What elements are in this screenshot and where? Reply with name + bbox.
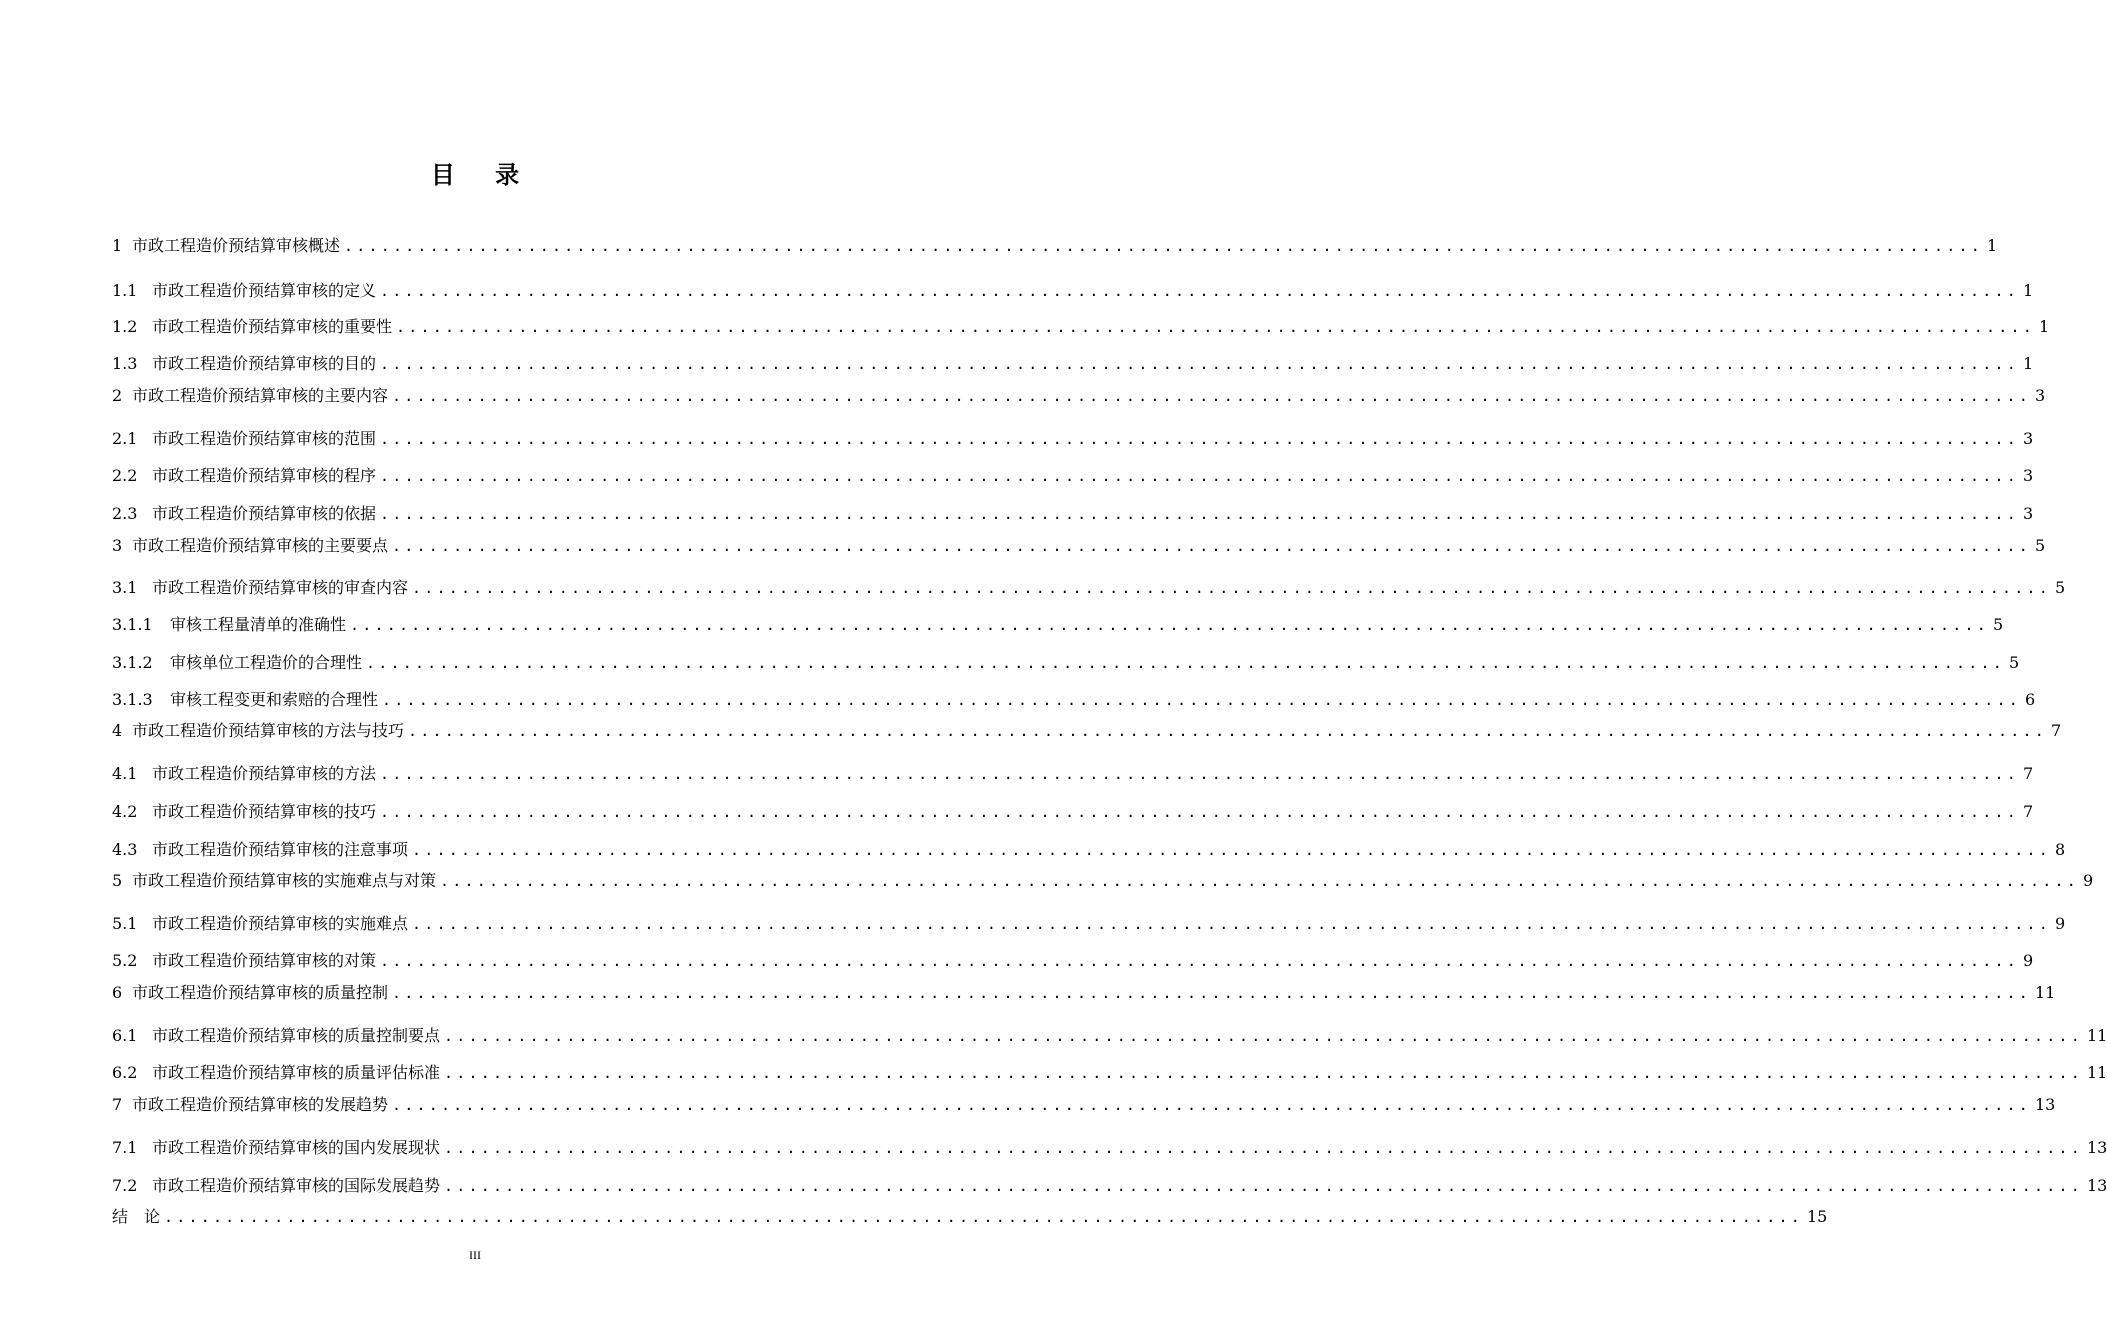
toc-entry[interactable] [112,800,2034,824]
toc-label: 市政工程造价预结算审核的国际发展趋势 [152,1176,441,1195]
toc-entry[interactable] [112,502,2034,526]
toc-number: 6.1 [112,1026,138,1045]
toc-entry[interactable] [112,869,2094,893]
toc-entry[interactable] [112,1174,2107,1198]
toc-number: 1 [112,236,123,255]
toc-number: 2 [112,386,123,405]
toc-entry[interactable] [112,352,2034,376]
toc-number: 3.1.2 [112,653,153,672]
toc-page: 13 [2086,1138,2107,1157]
toc-entry[interactable] [112,1061,2107,1085]
toc-leader: ...................................................................................................................................... [392,1096,2031,1114]
toc-leader: ...................................................................................................................................... [412,579,2051,597]
toc-page: 11 [2086,1026,2107,1045]
toc-number: 5.2 [112,951,138,970]
toc-label: 市政工程造价预结算审核的质量控制 [132,983,389,1002]
toc-number: 1.3 [112,354,138,373]
toc-label: 市政工程造价预结算审核的重要性 [152,317,393,336]
toc-page: 5 [2034,536,2046,555]
toc-entry[interactable] [112,912,2066,936]
toc-leader: ...................................................................................................................................... [350,616,1989,634]
toc-page: 11 [2086,1063,2107,1082]
toc-entry[interactable] [112,838,2066,862]
toc-number: 7.2 [112,1176,138,1195]
toc-label: 市政工程造价预结算审核的程序 [152,466,377,485]
toc-entry[interactable] [112,384,2046,408]
toc-page: 7 [2022,802,2034,821]
toc-entry[interactable] [112,315,2050,339]
toc-label: 审核工程变更和索赔的合理性 [170,690,379,709]
toc-number: 6.2 [112,1063,138,1082]
toc-leader: ...................................................................................................................................... [392,387,2031,405]
toc-label: 市政工程造价预结算审核的实施难点 [152,914,409,933]
toc-entry[interactable] [112,1136,2107,1160]
toc-leader: ...................................................................................................................................... [408,722,2047,740]
toc-number: 3.1.3 [112,690,153,709]
toc-leader: ...................................................................................................................................... [164,1208,1803,1226]
toc-page: 1 [2022,354,2034,373]
toc-leader: ...................................................................................................................................... [380,952,2019,970]
toc-leader: ...................................................................................................................................... [392,537,2031,555]
page-number: III [469,1248,481,1262]
toc-entry[interactable] [112,688,2036,712]
toc-page: 5 [2054,578,2066,597]
toc-page: 3 [2022,429,2034,448]
toc-leader: ...................................................................................................................................... [412,841,2051,859]
toc-entry[interactable] [112,949,2034,973]
toc-page: 1 [1986,236,1998,255]
toc-number: 7.1 [112,1138,138,1157]
toc-page: 3 [2022,466,2034,485]
toc-number: 7 [112,1095,123,1114]
toc-leader: ...................................................................................................................................... [444,1027,2083,1045]
toc-entry[interactable] [112,762,2034,786]
toc-label: 市政工程造价预结算审核的审查内容 [152,578,409,597]
toc-label: 市政工程造价预结算审核概述 [132,236,341,255]
toc-entry[interactable] [112,1024,2107,1048]
toc-entry[interactable] [112,234,1998,258]
toc-leader: ...................................................................................................................................... [392,984,2031,1002]
toc-page: 9 [2054,914,2066,933]
toc-leader: ...................................................................................................................................... [380,765,2019,783]
toc-entry[interactable] [112,464,2034,488]
toc-number: 2.1 [112,429,138,448]
toc-entry[interactable] [112,534,2046,558]
toc-label: 市政工程造价预结算审核的主要要点 [132,536,389,555]
toc-label: 结 论 [112,1207,161,1226]
toc-leader: ...................................................................................................................................... [380,467,2019,485]
toc-label: 市政工程造价预结算审核的注意事项 [152,840,409,859]
toc-number: 2.2 [112,466,138,485]
toc-leader: ...................................................................................................................................... [380,803,2019,821]
toc-label: 市政工程造价预结算审核的质量评估标准 [152,1063,441,1082]
toc-entry[interactable] [112,1205,1828,1229]
toc-entry[interactable] [112,279,2034,303]
toc-leader: ...................................................................................................................................... [380,355,2019,373]
toc-entry[interactable] [112,1093,2056,1117]
toc-leader: ...................................................................................................................................... [396,318,2035,336]
toc-number: 5.1 [112,914,138,933]
toc-number: 5 [112,871,123,890]
toc-page: 15 [1806,1207,1828,1226]
toc-entry[interactable] [112,576,2066,600]
toc-label: 市政工程造价预结算审核的范围 [152,429,377,448]
toc-page: 8 [2054,840,2066,859]
page-title: 目 录 [430,161,536,189]
toc-label: 市政工程造价预结算审核的方法 [152,764,377,783]
toc-label: 市政工程造价预结算审核的质量控制要点 [152,1026,441,1045]
toc-number: 4.1 [112,764,138,783]
toc-page: 13 [2086,1176,2107,1195]
toc-label: 市政工程造价预结算审核的对策 [152,951,377,970]
toc-number: 3 [112,536,123,555]
toc-leader: ...................................................................................................................................... [366,654,2005,672]
toc-entry[interactable] [112,651,2020,675]
toc-label: 市政工程造价预结算审核的方法与技巧 [132,721,405,740]
toc-label: 市政工程造价预结算审核的定义 [152,281,377,300]
toc-number: 4.3 [112,840,138,859]
toc-page: 3 [2034,386,2046,405]
toc-leader: ...................................................................................................................................... [382,691,2021,709]
toc-number: 4.2 [112,802,138,821]
toc-leader: ...................................................................................................................................... [380,505,2019,523]
toc-leader: ...................................................................................................................................... [444,1177,2083,1195]
toc-page: 11 [2034,983,2056,1002]
toc-entry[interactable] [112,427,2034,451]
toc-leader: ...................................................................................................................................... [444,1139,2083,1157]
toc-label: 市政工程造价预结算审核的国内发展现状 [152,1138,441,1157]
toc-number: 3.1 [112,578,138,597]
toc-page: 7 [2050,721,2062,740]
toc-number: 1.1 [112,281,138,300]
toc-entry[interactable] [112,719,2062,743]
toc-page: 1 [2038,317,2050,336]
toc-number: 4 [112,721,123,740]
toc-label: 市政工程造价预结算审核的发展趋势 [132,1095,389,1114]
toc-label: 市政工程造价预结算审核的依据 [152,504,377,523]
toc-label: 市政工程造价预结算审核的技巧 [152,802,377,821]
toc-page: 1 [2022,281,2034,300]
toc-number: 1.2 [112,317,138,336]
toc-page: 9 [2082,871,2094,890]
toc-label: 审核单位工程造价的合理性 [170,653,363,672]
toc-leader: ...................................................................................................................................... [380,282,2019,300]
toc-label: 市政工程造价预结算审核的实施难点与对策 [132,871,437,890]
toc-leader: ...................................................................................................................................... [344,237,1983,255]
toc-number: 6 [112,983,123,1002]
toc-page: 13 [2034,1095,2056,1114]
toc-label: 审核工程量清单的准确性 [170,615,347,634]
toc-page: 6 [2024,690,2036,709]
toc-leader: ...................................................................................................................................... [440,872,2079,890]
toc-page: 5 [2008,653,2020,672]
toc-leader: ...................................................................................................................................... [380,430,2019,448]
toc-page: 3 [2022,504,2034,523]
toc-entry[interactable] [112,613,2004,637]
toc-leader: ...................................................................................................................................... [444,1064,2083,1082]
toc-entry[interactable] [112,981,2056,1005]
toc-page: 7 [2022,764,2034,783]
toc-page: 5 [1992,615,2004,634]
toc-number: 2.3 [112,504,138,523]
toc-label: 市政工程造价预结算审核的主要内容 [132,386,389,405]
toc-page: 9 [2022,951,2034,970]
toc-leader: ...................................................................................................................................... [412,915,2051,933]
toc-label: 市政工程造价预结算审核的目的 [152,354,377,373]
toc-number: 3.1.1 [112,615,153,634]
